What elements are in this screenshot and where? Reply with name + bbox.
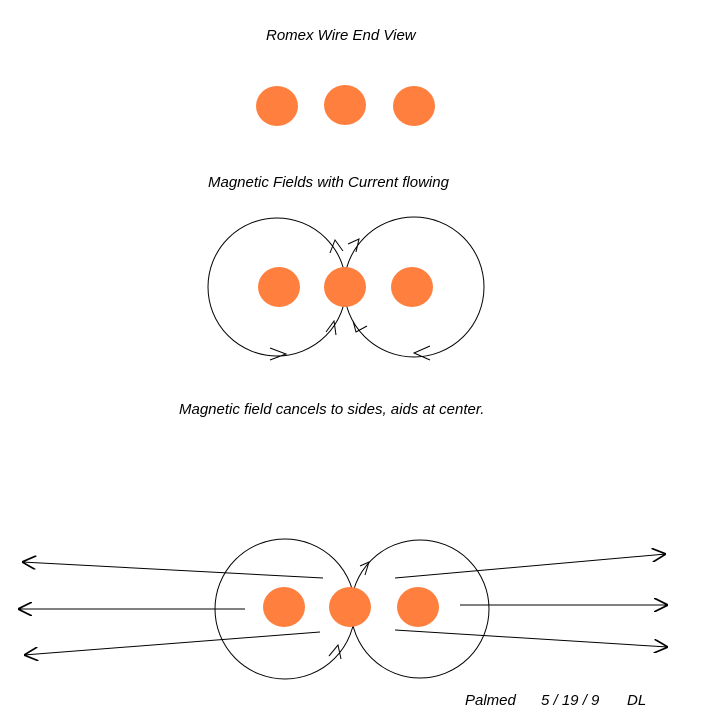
field-arrowhead [348,239,359,252]
diagram-title: Romex Wire End View [266,27,416,44]
wire-conductor-center [324,85,366,125]
field-arrowhead [326,321,336,335]
field-cancellation-view [18,539,668,679]
magnetic-fields-view [208,217,484,360]
field-arrowhead [329,645,341,659]
wire-end-view [256,85,435,126]
credit-initials: DL [627,692,647,709]
wire-conductor-right [393,86,435,126]
author-credit [465,692,646,709]
wire-conductor-left [258,267,300,307]
credit-author: Palmed [465,692,516,709]
wire-conductor-right [397,587,439,627]
field-arrowhead [330,240,343,253]
wire-conductor-left [263,587,305,627]
wire-conductor-right [391,267,433,307]
magnetic-fields-caption: Magnetic Fields with Current flowing [208,174,449,191]
field-arrow-lower-right [395,630,668,647]
field-arrowhead [414,346,430,360]
wire-conductor-center [324,267,366,307]
field-cancellation-caption: Magnetic field cancels to sides, aids at center. [179,401,485,418]
wire-conductor-center [329,587,371,627]
wire-conductor-left [256,86,298,126]
field-arrow-upper-left [22,562,323,578]
field-arrowhead [353,321,367,332]
field-arrowhead [270,348,286,360]
field-arrow-upper-right [395,554,666,578]
credit-date: 5 / 19 / 9 [541,692,600,709]
field-arrow-lower-left [24,632,320,655]
